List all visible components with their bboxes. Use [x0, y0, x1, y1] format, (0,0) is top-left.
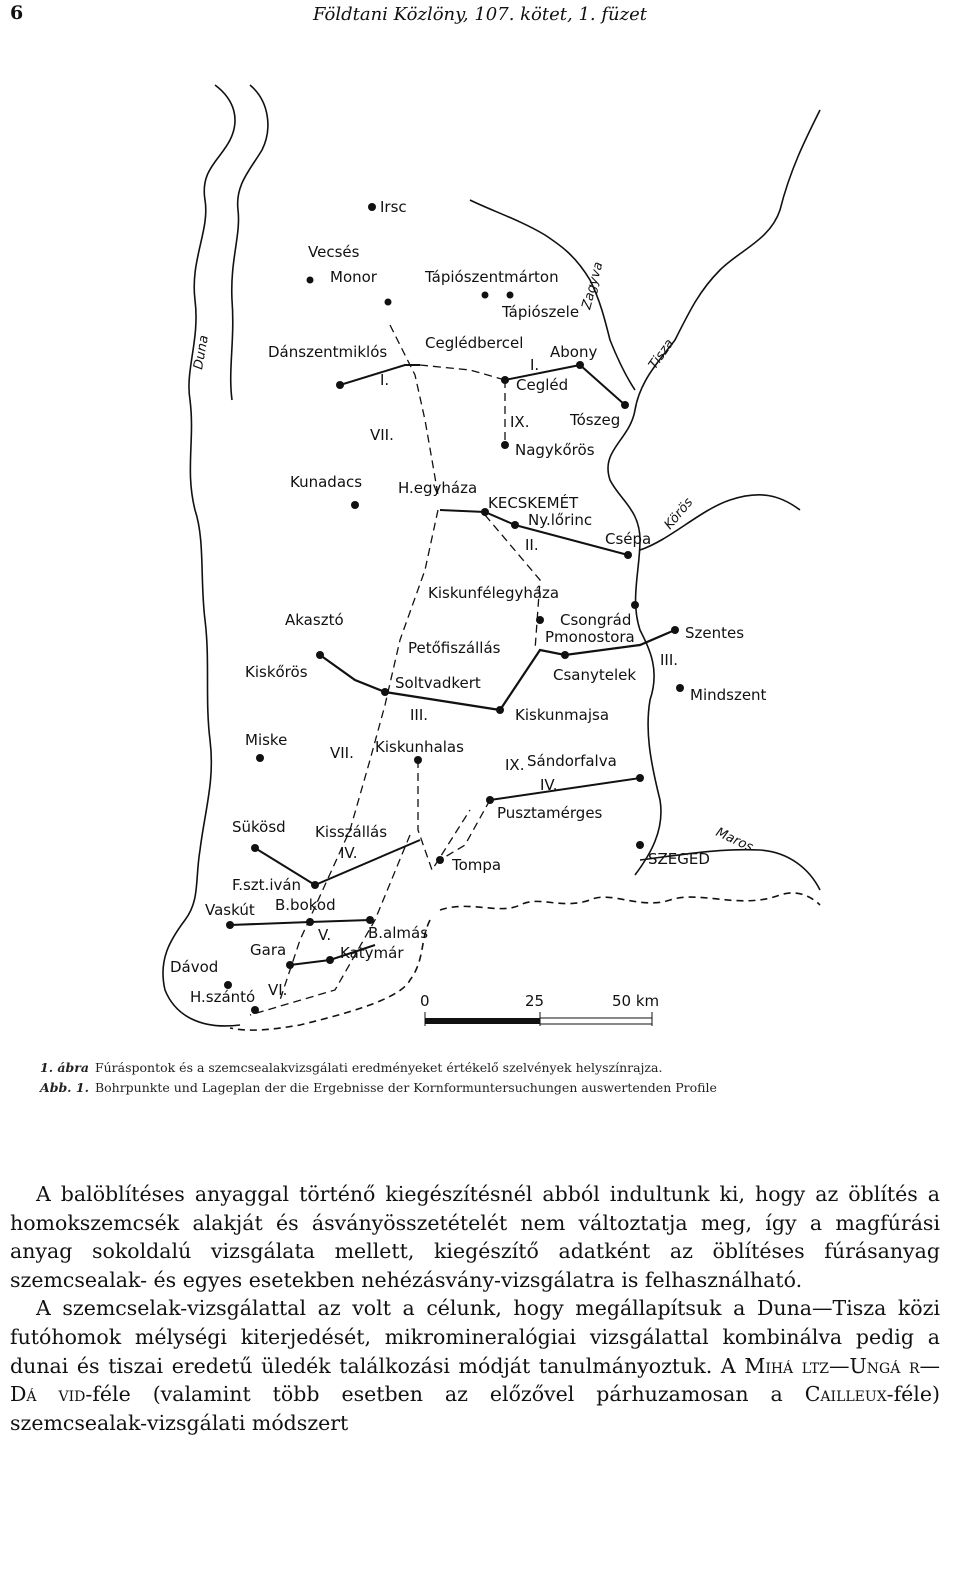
profile-line-iv	[440, 800, 490, 860]
profile-line-iv-east	[490, 778, 640, 800]
label-koros: Körös	[661, 495, 697, 533]
label-bbokod: B.bokod	[275, 896, 336, 914]
label-danszentmiklos: Dánszentmiklós	[268, 343, 388, 361]
well-miske	[256, 754, 264, 762]
label-monor: Monor	[330, 268, 377, 286]
label-pusztamerges: Pusztamérges	[497, 804, 603, 822]
profile-label-i-b: I.	[530, 356, 540, 374]
well-kiskunfelegyhaza	[536, 616, 544, 624]
caption-text-de: Bohrpunkte und Lageplan der die Ergebnisse der Kornformuntersuchungen auswertenden Profile	[94, 1080, 717, 1095]
label-balmas: B.almás	[368, 924, 429, 942]
author-mihaltz: Mihá ltz	[744, 1353, 830, 1378]
label-vaskut: Vaskút	[205, 901, 255, 919]
profile-line-tompa	[418, 760, 470, 870]
label-akaszto: Akasztó	[285, 611, 344, 629]
label-fsztivan: F.szt.iván	[232, 876, 302, 894]
scale-bar-empty	[540, 1018, 652, 1024]
label-soltvadkert: Soltvadkert	[395, 674, 481, 692]
profile-label-v: V.	[318, 926, 332, 944]
well-bbokod	[306, 918, 314, 926]
page-header	[0, 0, 960, 40]
label-tisza: Tisza	[645, 336, 678, 373]
border-line	[440, 893, 820, 910]
well-monor	[385, 299, 392, 306]
well-katymar	[326, 956, 334, 964]
label-hszanto: H.szántó	[190, 988, 256, 1006]
label-csanytelek: Csanytelek	[553, 666, 637, 684]
well-irsc	[368, 203, 376, 211]
page-number: 6	[10, 2, 24, 24]
caption-label-de: Abb. 1.	[40, 1080, 89, 1095]
well-kunadacs	[351, 501, 359, 509]
well-mindszent	[676, 684, 684, 692]
profile-label-ix-a: IX.	[510, 413, 530, 431]
dash-1: —	[829, 1353, 850, 1378]
zagyva-river	[470, 200, 635, 390]
label-kiskunfelegyhaza: Kiskunfélegyháza	[428, 584, 560, 602]
author-cailleux: Cailleux	[804, 1382, 887, 1407]
label-mindszent: Mindszent	[690, 686, 767, 704]
well-tompa	[436, 856, 444, 864]
author-david: Dá vid	[10, 1382, 86, 1407]
label-miske: Miske	[245, 731, 288, 749]
label-kisszallas: Kisszállás	[315, 823, 388, 841]
profile-line-ia	[420, 365, 505, 380]
label-cegled: Cegléd	[516, 376, 569, 394]
figure-caption-de	[40, 1080, 940, 1095]
profile-label-ix-b: IX.	[505, 756, 525, 774]
scale-bar	[420, 992, 659, 1026]
scale-label-50: 50 km	[612, 992, 660, 1010]
well-toszeg	[621, 401, 629, 409]
label-irsc: Irsc	[380, 198, 407, 216]
caption-label-hu: 1. ábra	[40, 1060, 89, 1075]
scale-label-0: 0	[420, 992, 430, 1010]
label-hegyhaza: H.egyháza	[398, 479, 478, 497]
label-szentes: Szentes	[685, 624, 745, 642]
scale-label-25: 25	[525, 992, 545, 1010]
label-csongrad: Csongrád	[560, 611, 632, 629]
label-pmonostora: Pmonostora	[545, 628, 635, 646]
profile-label-vi: VI.	[268, 981, 288, 999]
well-pusztamerges	[486, 796, 494, 804]
well-kiskunmajsa	[496, 706, 504, 714]
label-kiskoros: Kiskőrös	[245, 663, 308, 681]
label-zagyva: Zagyva	[579, 260, 607, 312]
label-gara: Gara	[250, 941, 287, 959]
well-sukosd	[251, 844, 259, 852]
well-hszanto	[251, 1006, 259, 1014]
profile-line-v	[230, 920, 370, 925]
duna-river-bank	[231, 85, 268, 400]
label-sukosd: Sükösd	[232, 818, 286, 836]
profile-label-i-a: I.	[380, 371, 390, 389]
figure-caption-hu	[40, 1060, 940, 1075]
profile-label-vii-a: VII.	[370, 426, 394, 444]
profile-label-iii-a: III.	[410, 706, 429, 724]
label-toszeg: Tószeg	[570, 411, 621, 429]
duna-river	[163, 85, 240, 1026]
well-szentes	[671, 626, 679, 634]
label-szeged: SZEGED	[648, 850, 710, 868]
label-kiskunhalas: Kiskunhalas	[375, 738, 464, 756]
profile-label-iv-a: IV.	[540, 776, 558, 794]
author-ungar: Ungá r	[849, 1353, 920, 1378]
label-vecses: Vecsés	[308, 243, 360, 261]
well-tapio-b	[507, 292, 514, 299]
label-nylorinc: Ny.lőrinc	[528, 511, 593, 529]
well-vecses	[307, 277, 314, 284]
well-kiskunhalas	[414, 756, 422, 764]
body-text	[10, 1180, 940, 1437]
label-petofiszallas: Petőfiszállás	[408, 639, 501, 657]
well-nagykoros	[501, 441, 509, 449]
well-csepa	[624, 551, 632, 559]
well-soltvadkert	[381, 688, 389, 696]
label-katymar: Katymár	[340, 944, 404, 962]
paragraph-2-part-b: -féle (valamint több esetben az előzővel párhuzamosan a	[85, 1382, 805, 1407]
paragraph-2-part-a: A szemcselak-vizsgálattal az volt a célunk, hogy megállapítsuk a Duna—Tisza közi futóhomok mélységi kiterjedését, mikromineralógiai vizsgálattal kombinálva pedig a dunai és tiszai eredetű üledék találkozási módját tanulmányoztuk. A	[10, 1296, 940, 1378]
paragraph-2	[10, 1294, 940, 1437]
well-cegled	[501, 376, 509, 384]
label-maros: Maros	[713, 825, 756, 856]
dash-2: —	[919, 1353, 940, 1378]
journal-title: Földtani Közlöny, 107. kötet, 1. füzet	[313, 4, 647, 25]
scale-bar-filled	[425, 1018, 540, 1024]
well-nylorinc	[511, 521, 519, 529]
well-pmonostora	[561, 651, 569, 659]
well-fsztivan	[311, 881, 319, 889]
label-nagykoros: Nagykőrös	[515, 441, 595, 459]
label-duna: Duna	[191, 334, 212, 371]
label-kunadacs: Kunadacs	[290, 473, 363, 491]
well-szeged	[636, 841, 644, 849]
label-kecskemet: KECSKEMÉT	[488, 494, 579, 512]
well-balmas	[366, 916, 374, 924]
caption-text-hu: Fúráspontok és a szemcsealakvizsgálati eredményeket értékelő szelvények helyszínrajza.	[94, 1060, 663, 1075]
label-sandorfalva: Sándorfalva	[527, 752, 617, 770]
well-vaskut	[226, 921, 234, 929]
label-davod: Dávod	[170, 958, 219, 976]
well-akaszto	[316, 651, 324, 659]
label-tompa: Tompa	[452, 856, 502, 874]
label-abony: Abony	[550, 343, 598, 361]
paragraph-2-part-e: -féle) szemcsealak-vizsgálati módszert	[10, 1382, 940, 1435]
label-csepa: Csépa	[605, 530, 652, 548]
location-map	[0, 40, 960, 1050]
label-tapioszele: Tápiószele	[502, 303, 580, 321]
tisza-river	[608, 110, 820, 875]
well-csongrad	[631, 601, 639, 609]
label-tapioszentmarton: Tápiószentmárton	[425, 268, 559, 286]
profile-label-ii: II.	[525, 536, 539, 554]
label-kiskunmajsa: Kiskunmajsa	[515, 706, 610, 724]
label-ceglebercel: Ceglédbercel	[425, 334, 524, 352]
well-sandorfalva	[636, 774, 644, 782]
well-danszentmiklos	[336, 381, 344, 389]
place-labels	[170, 198, 767, 1006]
well-gara	[286, 961, 294, 969]
well-tapio-a	[482, 292, 489, 299]
paragraph-1: A balöblítéses anyaggal történő kiegészítésnél abból indultunk ki, hogy az öblítés a homokszemcsék alakját és ásványösszetételét nem változtatja meg, így a magfúrási anyag sokoldalú vizsgálata mellett, kiegészítő adatként az öblítéses fúrásanyag szemcsealak- és egyes esetekben nehézásvány-vizsgálatra is felhasználható.	[10, 1182, 940, 1292]
profile-label-vii-b: VII.	[330, 744, 354, 762]
well-abony	[576, 361, 584, 369]
profile-label-iv-b: IV.	[340, 844, 358, 862]
profile-label-iii-b: III.	[660, 651, 679, 669]
